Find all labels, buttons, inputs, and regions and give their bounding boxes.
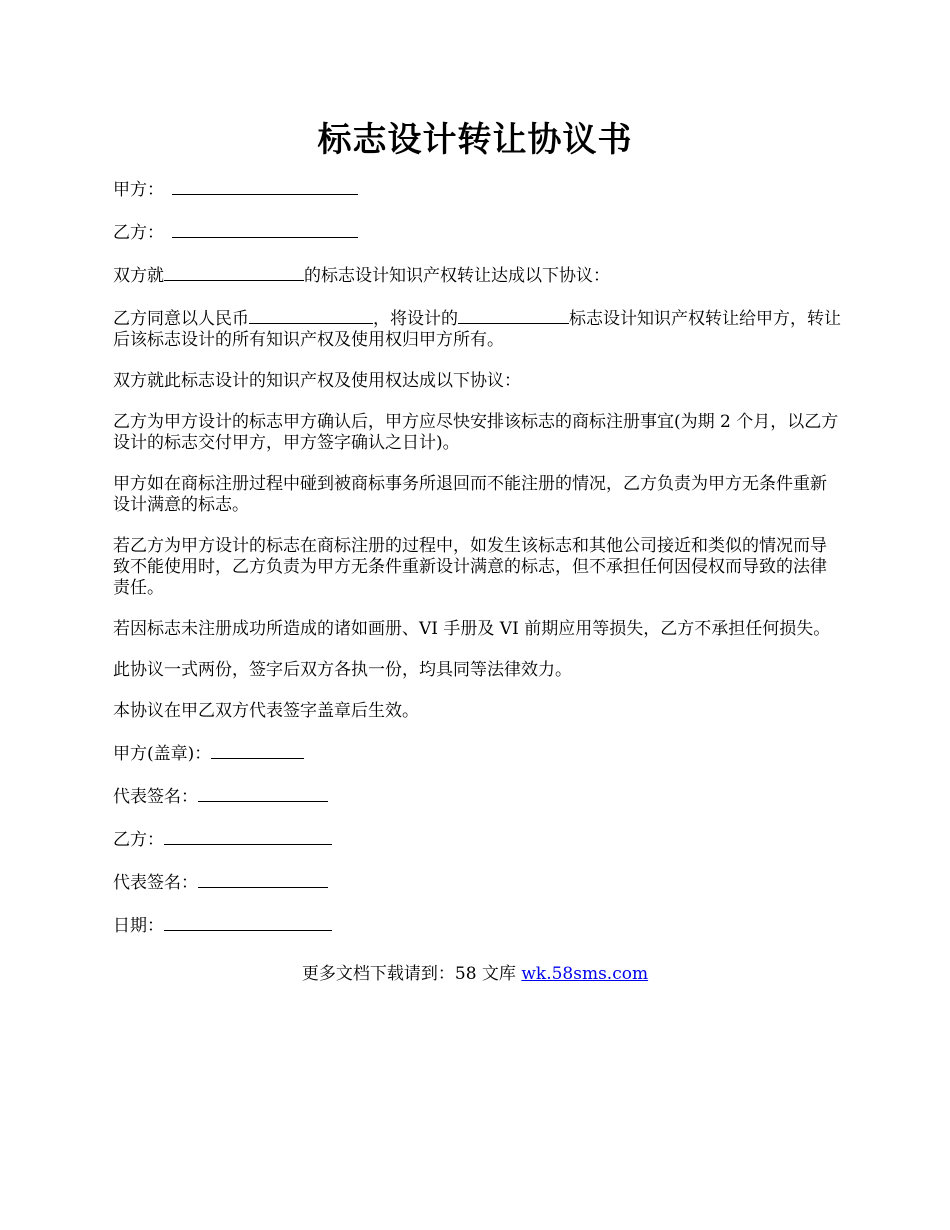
- footer-link[interactable]: wk.58sms.com: [521, 964, 649, 984]
- clause-5: 此协议一式两份，签字后双方各执一份，均具同等法律效力。: [113, 660, 572, 680]
- signature-rep-b-label: 代表签名：: [113, 873, 198, 893]
- price-blank: [249, 307, 373, 324]
- signature-rep-a: [113, 785, 843, 808]
- signature-date-label: 日期：: [113, 916, 164, 936]
- party-a-label: 甲方：: [113, 180, 164, 200]
- agreement-intro: 双方就此标志设计的知识产权及使用权达成以下协议：: [113, 371, 521, 391]
- intro-prefix: 双方就: [113, 266, 164, 286]
- intro-suffix: 的标志设计知识产权转让达成以下协议：: [304, 266, 610, 286]
- signature-party-a-label: 甲方(盖章)：: [113, 744, 212, 764]
- party-b-label: 乙方：: [113, 223, 164, 243]
- party-a-blank: [172, 178, 358, 195]
- signature-date: [113, 914, 843, 937]
- signature-party-a-blank: [211, 742, 304, 759]
- party-b-blank: [172, 221, 358, 238]
- signature-party-b: [113, 828, 843, 851]
- transfer-suffix: 标志设计知识产权转让给甲方，转让后该标志设计的所有知识产权及使用权归甲方所有。: [113, 309, 841, 350]
- clause-4: 若因标志未注册成功所造成的诸如画册、VI 手册及 VI 前期应用等损失，乙方不承担任何损失。: [113, 619, 831, 639]
- party-b-line: [113, 221, 843, 244]
- document-body: [113, 178, 843, 957]
- document-title: 标志设计转让协议书: [317, 120, 633, 160]
- signature-party-b-blank: [164, 828, 332, 845]
- transfer-prefix: 乙方同意以人民币: [113, 309, 249, 329]
- clause-2: 甲方如在商标注册过程中碰到被商标事务所退回而不能注册的情况，乙方负责为甲方无条件重新设计满意的标志。: [113, 474, 827, 515]
- footer-text: 更多文档下载请到：58 文库: [301, 964, 522, 984]
- clause-1: 乙方为甲方设计的标志甲方确认后，甲方应尽快安排该标志的商标注册事宜(为期 2 个月，以乙方设计的标志交付甲方，甲方签字确认之日计)。: [113, 412, 839, 453]
- transfer-middle: ，将设计的: [373, 309, 458, 329]
- signature-date-blank: [164, 914, 332, 931]
- intro-paragraph: [113, 264, 843, 287]
- signature-rep-b: [113, 871, 843, 894]
- signature-rep-a-blank: [198, 785, 328, 802]
- signature-party-a: [113, 742, 843, 765]
- design-name-blank: [458, 307, 569, 324]
- signature-rep-b-blank: [198, 871, 328, 888]
- signature-party-b-label: 乙方：: [113, 830, 164, 850]
- subject-blank: [164, 264, 304, 281]
- clause-3: 若乙方为甲方设计的标志在商标注册的过程中，如发生该标志和其他公司接近和类似的情况而导致不能使用时，乙方负责为甲方无条件重新设计满意的标志，但不承担任何因侵权而导致的法律责任。: [113, 536, 827, 598]
- transfer-paragraph: [113, 307, 843, 351]
- footer: [0, 964, 950, 985]
- clause-6: 本协议在甲乙双方代表签字盖章后生效。: [113, 701, 419, 721]
- signature-rep-a-label: 代表签名：: [113, 787, 198, 807]
- party-a-line: [113, 178, 843, 201]
